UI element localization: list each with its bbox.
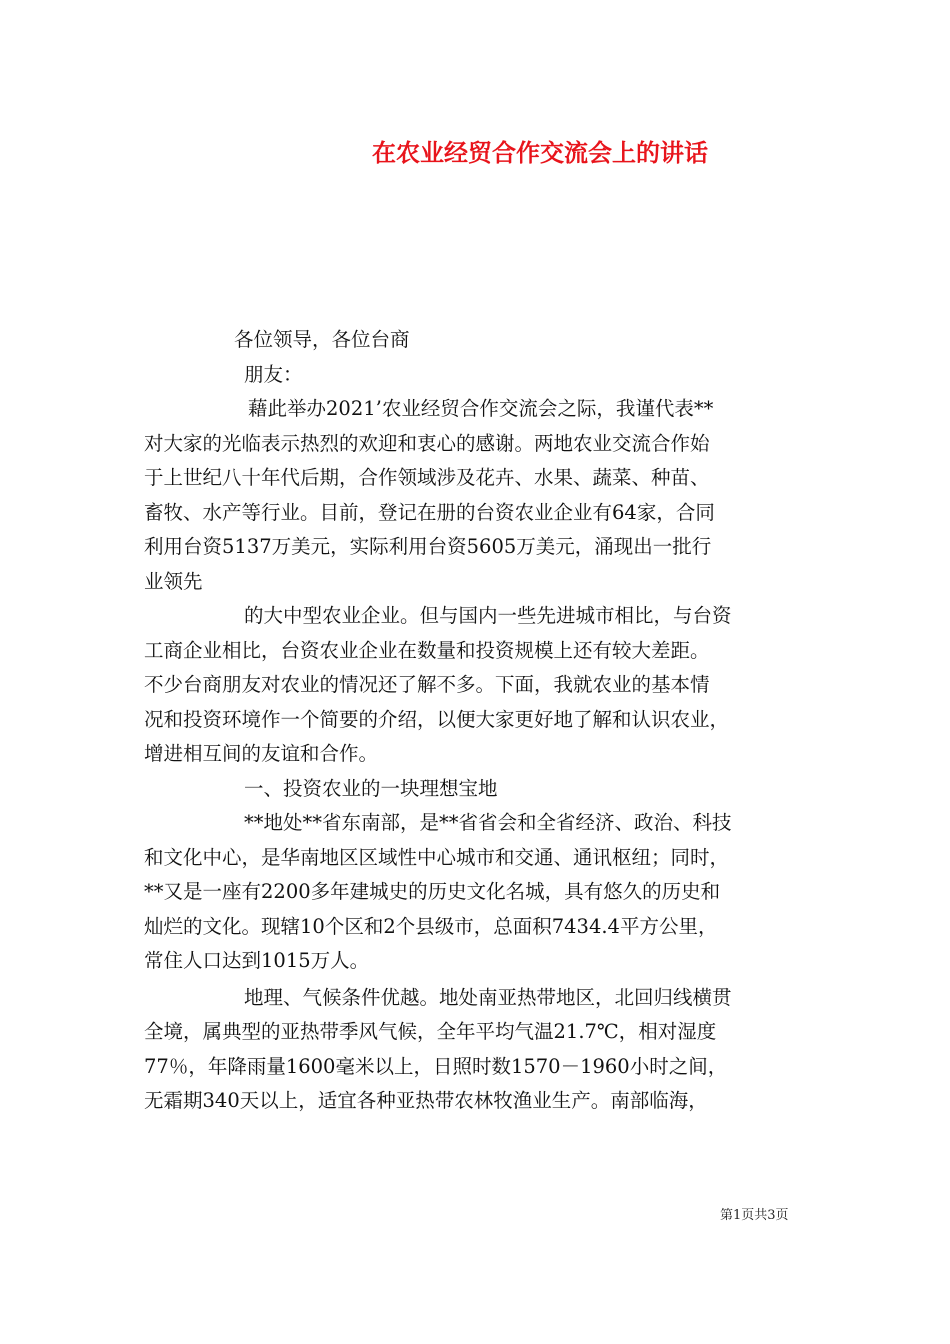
page-number: 第1页共3页 <box>720 1208 789 1223</box>
section-heading: 一、投资农业的一块理想宝地 <box>244 776 498 800</box>
paragraph-line: **地处**省东南部，是**省省会和全省经济、政治、科技 <box>244 811 732 834</box>
paragraph-line: 工商企业相比，台资农业企业在数量和投资规模上还有较大差距。 <box>144 638 710 662</box>
paragraph-line: 增进相互间的友谊和合作。 <box>144 742 379 765</box>
paragraph-line: 于上世纪八十年代后期，合作领域涉及花卉、水果、蔬菜、种苗、 <box>144 466 710 489</box>
greeting-line: 各位领导，各位台商 <box>234 328 410 351</box>
paragraph-line: 的大中型农业企业。但与国内一些先进城市相比，与台资 <box>244 604 732 627</box>
paragraph-line: 畜牧、水产等行业。目前，登记在册的台资农业企业有64家，合同 <box>144 500 715 524</box>
paragraph-line: 对大家的光临表示热烈的欢迎和衷心的感谢。两地农业交流合作始 <box>144 431 710 455</box>
greeting-line: 朋友： <box>244 362 303 386</box>
paragraph-line: 全境，属典型的亚热带季风气候，全年平均气温21.7℃，相对湿度 <box>144 1020 717 1043</box>
paragraph-line: 和文化中心，是华南地区区域性中心城市和交通、通讯枢纽；同时， <box>144 845 730 869</box>
paragraph-line: 藉此举办2021’农业经贸合作交流会之际，我谨代表** <box>248 397 714 420</box>
paragraph-line: 业领先 <box>144 569 203 593</box>
paragraph-line: 地理、气候条件优越。地处南亚热带地区，北回归线横贯 <box>244 985 732 1009</box>
speech-body <box>144 323 809 1119</box>
paragraph-line: 77％，年降雨量1600毫米以上，日照时数1570－1960小时之间， <box>144 1054 728 1078</box>
paragraph-line: **又是一座有2200多年建城史的历史文化名城，具有悠久的历史和 <box>144 880 721 903</box>
paragraph-line: 无霜期340天以上，适宜各种亚热带农林牧渔业生产。南部临海， <box>144 1089 708 1112</box>
paragraph-line: 况和投资环境作一个简要的介绍，以便大家更好地了解和认识农业， <box>144 707 730 731</box>
paragraph-line: 常住人口达到1015万人。 <box>144 949 370 972</box>
document-title: 在农业经贸合作交流会上的讲话 <box>372 138 708 167</box>
paragraph-line: 灿烂的文化。现辖10个区和2个县级市，总面积7434.4平方公里， <box>144 914 718 938</box>
paragraph-line: 不少台商朋友对农业的情况还了解不多。下面，我就农业的基本情 <box>144 673 710 696</box>
paragraph-line: 利用台资5137万美元，实际利用台资5605万美元，涌现出一批行 <box>144 535 712 558</box>
